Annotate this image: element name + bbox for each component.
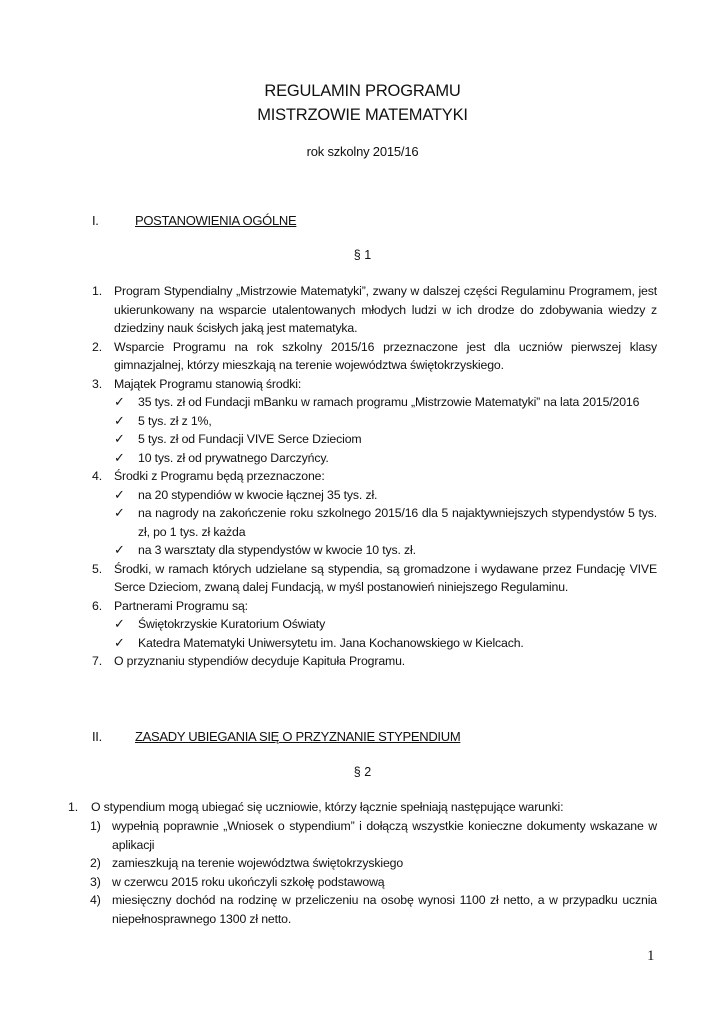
- list-item-text: Partnerami Programu są:: [114, 598, 248, 613]
- condition-item: [90, 873, 657, 892]
- checklist-item-text: 5 tys. zł z 1%,: [138, 413, 212, 428]
- list-item: [92, 338, 657, 375]
- check-mark-icon: ✓: [114, 486, 125, 502]
- check-mark-icon: ✓: [114, 431, 125, 446]
- page-number: 1: [647, 948, 655, 964]
- list-item-text: Środki z Programu będą przeznaczone:: [114, 469, 325, 483]
- checklist-item: [114, 504, 657, 541]
- list-item: [92, 597, 657, 653]
- checklist-item: [114, 615, 657, 634]
- section-1-number: I.: [92, 213, 99, 228]
- section-2-number: II.: [92, 729, 102, 744]
- document-title-line-2: MISTRZOWIE MATEMATYKI: [257, 106, 468, 124]
- condition-item: [90, 854, 657, 873]
- list-item-number: 4.: [92, 469, 102, 483]
- list-item: [92, 652, 657, 671]
- checklist-item-text: na 3 warsztaty dla stypendystów w kwocie 10 tys. zł.: [138, 543, 416, 557]
- condition-number: 1): [90, 819, 101, 833]
- list-item-text: Program Stypendialny „Mistrzowie Matematyki”, zwany w dalszej części Regulaminu Programem, jest ukierunkowany na wsparcie utalentowanych młodych ludzi w ich drodze do zdobywania wiedzy z dziedziny nauk ścisłych jaką jest matematyka.: [114, 284, 657, 335]
- paragraph-1-symbol: § 1: [353, 248, 372, 262]
- school-year: rok szkolny 2015/16: [306, 144, 419, 159]
- checklist-item: [114, 393, 657, 412]
- section-1-title: POSTANOWIENIA OGÓLNE: [135, 213, 297, 228]
- check-mark-icon: ✓: [114, 634, 125, 650]
- checklist-item-text: Katedra Matematyki Uniwersytetu im. Jana Kochanowskiego w Kielcach.: [138, 635, 524, 650]
- section-2-intro-number: 1.: [68, 800, 78, 814]
- document-title-line-1: REGULAMIN PROGRAMU: [264, 82, 461, 100]
- section-2-intro: [68, 798, 658, 817]
- section-2-intro-text: O stypendium mogą ubiegać się uczniowie, którzy łącznie spełniają następujące warunki:: [91, 800, 564, 814]
- check-mark-icon: ✓: [114, 505, 125, 520]
- checklist-item-text: na 20 stypendiów w kwocie łącznej 35 tys. zł.: [138, 487, 378, 502]
- list-item-number: 7.: [92, 654, 102, 668]
- list-item: [92, 560, 657, 597]
- condition-item: [90, 891, 657, 928]
- condition-number: 2): [90, 856, 101, 870]
- checklist-item: [114, 486, 657, 505]
- checklist-item-text: 5 tys. zł od Fundacji VIVE Serce Dzieciom: [138, 432, 362, 446]
- list-item-number: 3.: [92, 376, 102, 391]
- section-2-conditions: [90, 817, 657, 928]
- condition-number: 4): [90, 893, 101, 907]
- condition-text: zamieszkują na terenie województwa świętokrzyskiego: [112, 856, 404, 870]
- list-item-number: 6.: [92, 598, 102, 613]
- checklist-item-text: 35 tys. zł od Fundacji mBanku w ramach programu „Mistrzowie Matematyki” na lata 2015/2016: [138, 395, 640, 409]
- check-mark-icon: ✓: [114, 412, 125, 428]
- condition-text: miesięczny dochód na rodzinę w przeliczeniu na osobę wynosi 1100 zł netto, a w przypadku ucznia niepełnosprawnego 1300 zł netto.: [112, 893, 657, 926]
- checklist-item-text: Świętokrzyskie Kuratorium Oświaty: [138, 617, 326, 631]
- paragraph-2-symbol: § 2: [353, 765, 372, 779]
- checklist-item: [114, 430, 657, 449]
- list-item-text: Środki, w ramach których udzielane są stypendia, są gromadzone i wydawane przez Fundację VIVE Serce Dzieciom, zwaną dalej Fundacją, w myśl postanowień niniejszego Regulaminu.: [114, 561, 657, 594]
- section-1-list: [92, 282, 657, 671]
- checklist-item: [114, 412, 657, 431]
- checklist-item: [114, 449, 657, 468]
- checklist-item-text: na nagrody na zakończenie roku szkolnego 2015/16 dla 5 najaktywniejszych stypendystów 5 tys. zł, po 1 tys. zł każda: [138, 506, 657, 539]
- list-item: [92, 467, 657, 560]
- check-mark-icon: ✓: [114, 542, 125, 557]
- list-item-number: 5.: [92, 561, 102, 576]
- condition-number: 3): [90, 874, 101, 889]
- list-item-text: Majątek Programu stanowią środki:: [114, 376, 302, 391]
- list-item-number: 1.: [92, 284, 102, 298]
- condition-text: w czerwcu 2015 roku ukończyli szkołę podstawową: [112, 874, 385, 889]
- check-mark-icon: ✓: [114, 449, 125, 465]
- list-item-number: 2.: [92, 339, 102, 354]
- condition-text: wypełnią poprawnie „Wniosek o stypendium” i dołączą wszystkie konieczne dokumenty wskazane w aplikacji: [112, 819, 657, 852]
- list-item: [92, 375, 657, 468]
- condition-item: [90, 817, 657, 854]
- checklist-item: [114, 634, 657, 653]
- list-item: [92, 282, 657, 338]
- list-item-text: O przyznaniu stypendiów decyduje Kapituła Programu.: [114, 654, 406, 668]
- check-mark-icon: ✓: [114, 616, 125, 631]
- checklist-item: [114, 541, 657, 560]
- list-item-text: Wsparcie Programu na rok szkolny 2015/16 przeznaczone jest dla uczniów pierwszej klasy gimnazjalnej, którzy mieszkają na terenie województwa świętokrzyskiego.: [114, 339, 657, 372]
- checklist-item-text: 10 tys. zł od prywatnego Darczyńcy.: [138, 450, 329, 465]
- section-2-title: ZASADY UBIEGANIA SIĘ O PRZYZNANIE STYPENDIUM: [135, 729, 461, 744]
- check-mark-icon: ✓: [114, 394, 125, 409]
